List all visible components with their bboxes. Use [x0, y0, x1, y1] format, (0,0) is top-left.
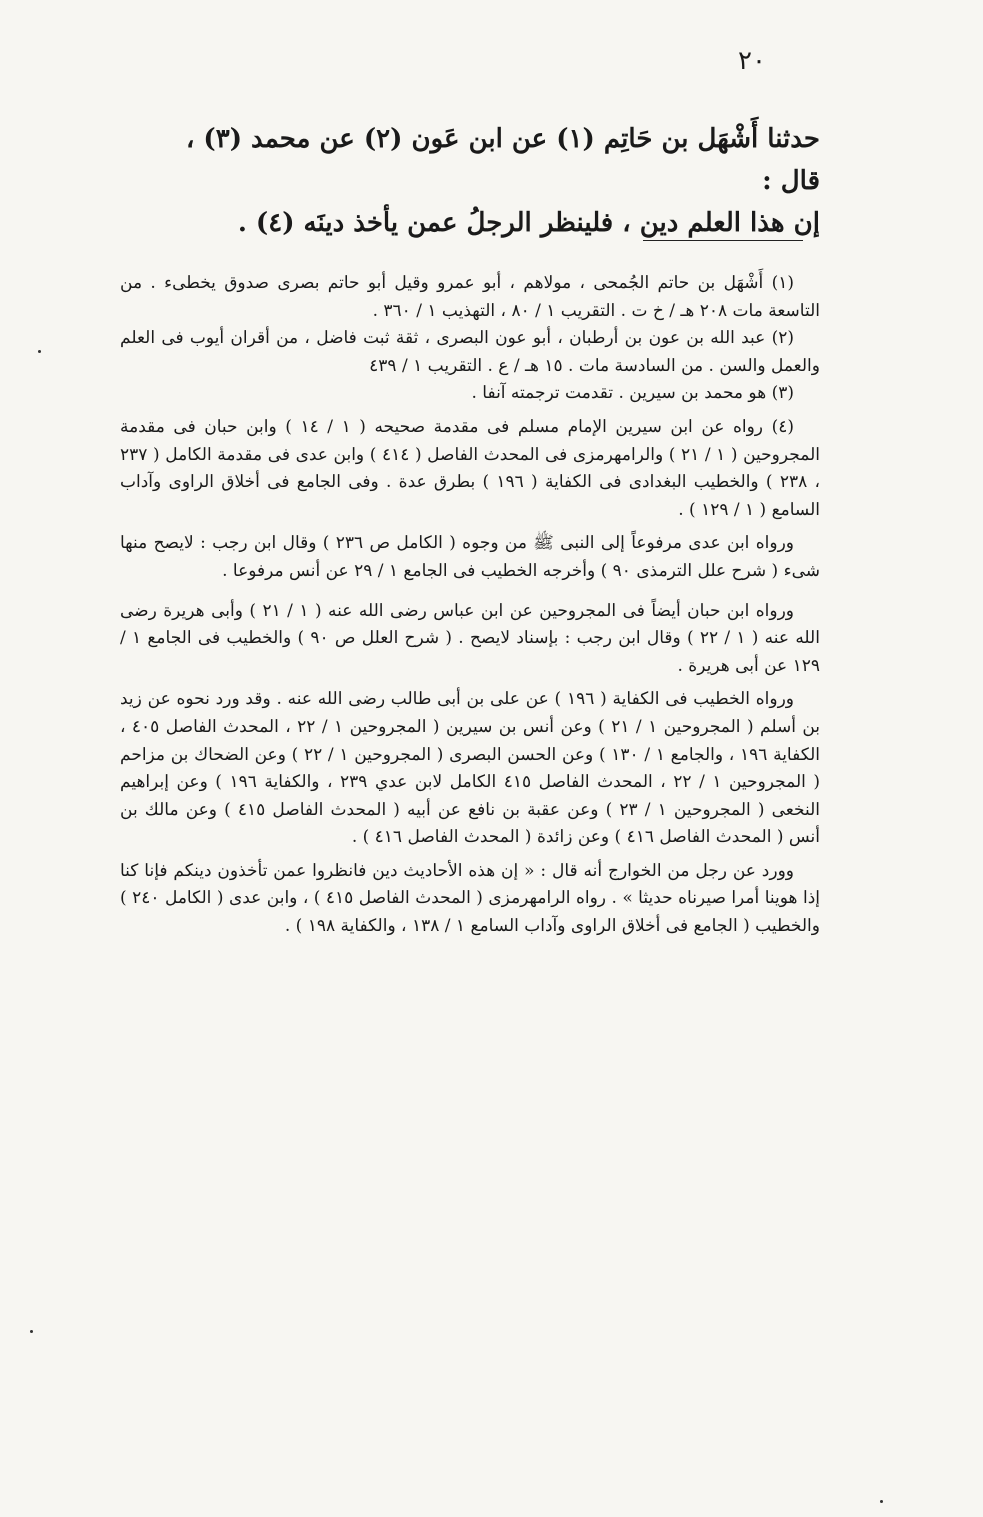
- footnote-4-paragraph: ورواه الخطيب فى الكفاية ( ١٩٦ ) عن على بن أبى طالب رضى الله عنه . وقد ورد نحوه عن زيد بن أسلم ( المجروحين ١ / ٢١ ) وعن أنس بن سيرين ( المجروحين ١ / ٢٢ ، المحدث الفاصل ٤٠٥ ، الكفاية ١٩٦ ، والجامع ١ / ١٣٠ ) وعن الحسن البصرى ( المجروحين ١ / ٢٢ ) وعن الضحاك بن مزاحم ( المجروحين ١ / ٢٢ ، المحدث الفاصل ٤١٥ الكامل لابن عدي ٢٣٩ ، والكفاية ١٩٦ ) وعن إبراهيم النخعى ( المجروحين ١ / ٢٣ ) وعن عقبة بن نافع عن أبيه ( المحدث الفاصل ٤١٥ ) وعن مالك بن أنس ( المحدث الفاصل ٤١٦ ) وعن زائدة ( المحدث الفاصل ٤١٦ ) .: [120, 689, 821, 848]
- page-number: ٢٠: [738, 46, 766, 76]
- footnote-2: (٢) عبد الله بن عون بن أرطبان ، أبو عون البصرى ، ثقة ثبت فاضل ، من أقران أيوب فى العلم والعمل والسن . من السادسة مات . ١٥ هـ / ع . التقريب ١ / ٤٣٩: [120, 328, 820, 376]
- footnote-4: (٤) رواه عن ابن سيرين الإمام مسلم فى مقدمة صحيحه ( ١ / ١٤ ) وابن حبان فى مقدمة المجروحين ( ١ / ٢١ ) والرامهرمزى فى المحدث الفاصل ( ٤١٤ ) وابن عدى فى مقدمة الكامل ( ٢٣٧ ، ٢٣٨ ) والخطيب البغدادى فى الكفاية ( ١٩٦ ) بطرق عدة . وفى الجامع فى أخلاق الراوى وآداب السامع ( ١ / ١٢٩ ) .: [120, 416, 820, 520]
- main-text-line: إن هذا العلم دين ، فلينظر الرجلُ عمن يأخذ دينَه (٤) .: [237, 208, 820, 238]
- footnote-4-paragraph: ورواه ابن عدى مرفوعاً إلى النبى ﷺ من وجوه ( الكامل ص ٢٣٦ ) وقال ابن رجب : لايصح منها شىء ( شرح علل الترمذى ٩٠ ) وأخرجه الخطيب فى الجامع ١ / ٢٩ عن أنس مرفوعا .: [120, 533, 820, 581]
- footnote-separator: [643, 240, 803, 241]
- main-text-line: حدثنا أَشْهَل بن حَاتِم (١) عن ابن عَون (٢) عن محمد (٣) ، قال :: [185, 124, 820, 196]
- footnote-1: (١) أَشْهَل بن حاتم الجُمحى ، مولاهم ، أبو عمرو وقيل أبو حاتم بصرى صدوق يخطىء . من التاسعة مات ٢٠٨ هـ / خ ت . التقريب ١ / ٨٠ ، التهذيب ١ / ٣٦٠ .: [120, 273, 820, 321]
- main-text: [160, 118, 820, 244]
- footnote-4-paragraph: ورواه ابن حبان أيضاً فى المجروحين عن ابن عباس رضى الله عنه ( ١ / ٢١ ) وأبى هريرة رضى الله عنه ( ١ / ٢٢ ) وقال ابن رجب : بإسناد لايصح . ( شرح العلل ص ٩٠ ) والخطيب فى الجامع ١ / ١٢٩ عن أبى هريرة .: [120, 600, 820, 676]
- scan-speck: [30, 1330, 33, 1333]
- scan-speck: [880, 1500, 883, 1503]
- footnote-4-paragraph: وورد عن رجل من الخوارج أنه قال : « إن هذه الأحاديث دين فانظروا عمن تأخذون دينكم فإنا كنا إذا هوينا أمرا صيرناه حديثا » . رواه الرامهرمزى ( المحدث الفاصل ٤١٥ ) ، وابن عدى ( الكامل ٢٤٠ ) والخطيب ( الجامع فى أخلاق الراوى وآداب السامع ١ / ١٣٨ ، والكفاية ١٩٨ ) .: [120, 860, 820, 937]
- scan-speck: [38, 350, 41, 353]
- footnote-3: (٣) هو محمد بن سيرين . تقدمت ترجمته آنفا .: [471, 383, 794, 404]
- footnotes: [120, 270, 820, 947]
